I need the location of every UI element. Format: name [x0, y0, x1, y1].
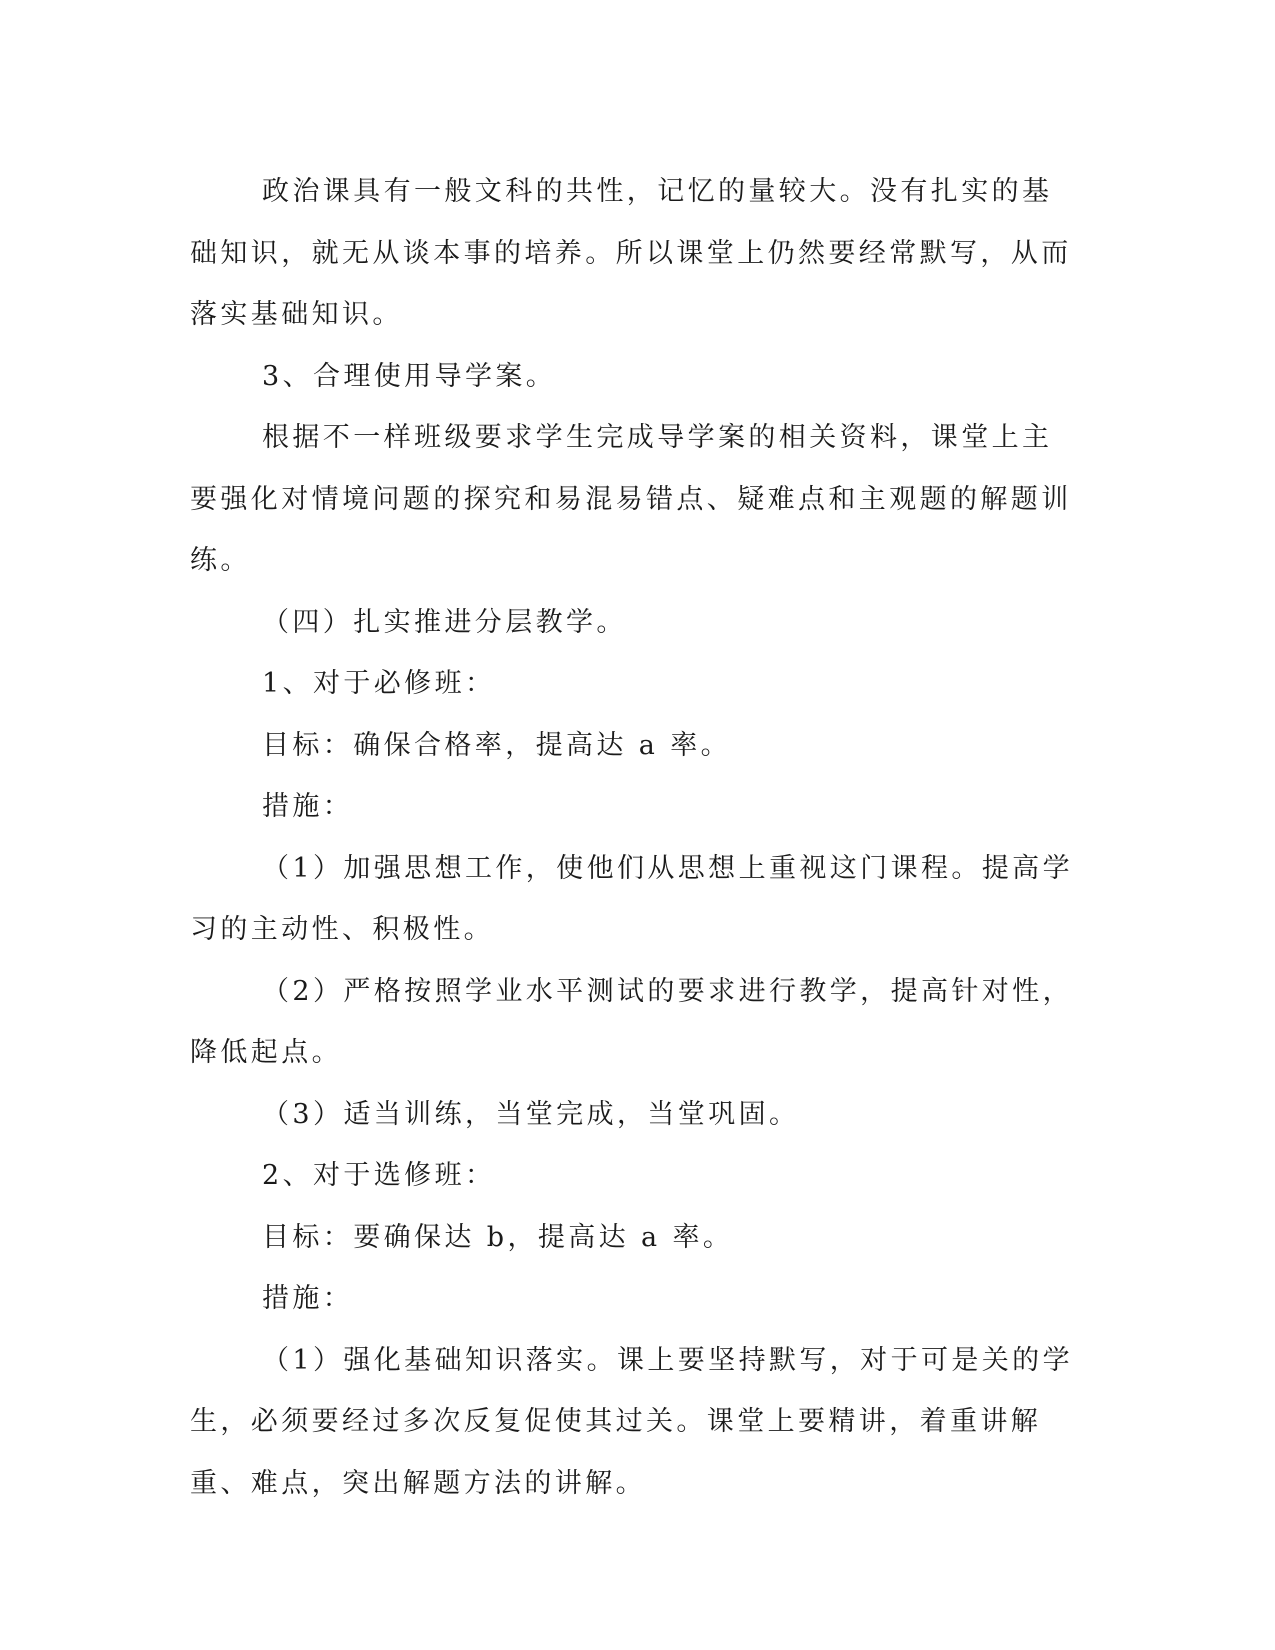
paragraph-basic-knowledge: 政治课具有一般文科的共性，记忆的量较大。没有扎实的基础知识，就无从谈本事的培养。所以课堂上仍然要经常默写，从而落实基础知识。 [190, 176, 1072, 330]
goal-required-class: 目标：确保合格率，提高达 a 率。 [262, 729, 732, 761]
item-elective-class: 2、对于选修班： [262, 1160, 496, 1191]
document-body [190, 161, 1080, 1514]
section-heading-layered-teaching: （四）扎实推进分层教学。 [262, 606, 627, 638]
measure-required-1: （1）加强思想工作，使他们从思想上重视这门课程。提高学习的主动性、积极性。 [190, 852, 1073, 945]
measures-label-required: 措施： [262, 791, 354, 822]
measure-required-3: （3）适当训练，当堂完成，当堂巩固。 [262, 1098, 800, 1130]
measure-elective-1: （1）强化基础知识落实。课上要坚持默写，对于可是关的学生，必须要经过多次反复促使其过关。课堂上要精讲，着重讲解重、难点，突出解题方法的讲解。 [190, 1344, 1073, 1499]
measures-label-elective: 措施： [262, 1283, 354, 1314]
paragraph-study-guide-detail: 根据不一样班级要求学生完成导学案的相关资料，课堂上主要强化对情境问题的探究和易混易错点、疑难点和主观题的解题训练。 [190, 422, 1072, 576]
item-required-class: 1、对于必修班： [262, 668, 496, 699]
measure-required-2: （2）严格按照学业水平测试的要求进行教学，提高针对性，降低起点。 [190, 975, 1073, 1068]
goal-elective-class: 目标：要确保达 b，提高达 a 率。 [262, 1221, 734, 1253]
item-use-study-guide: 3、合理使用导学案。 [262, 360, 557, 392]
